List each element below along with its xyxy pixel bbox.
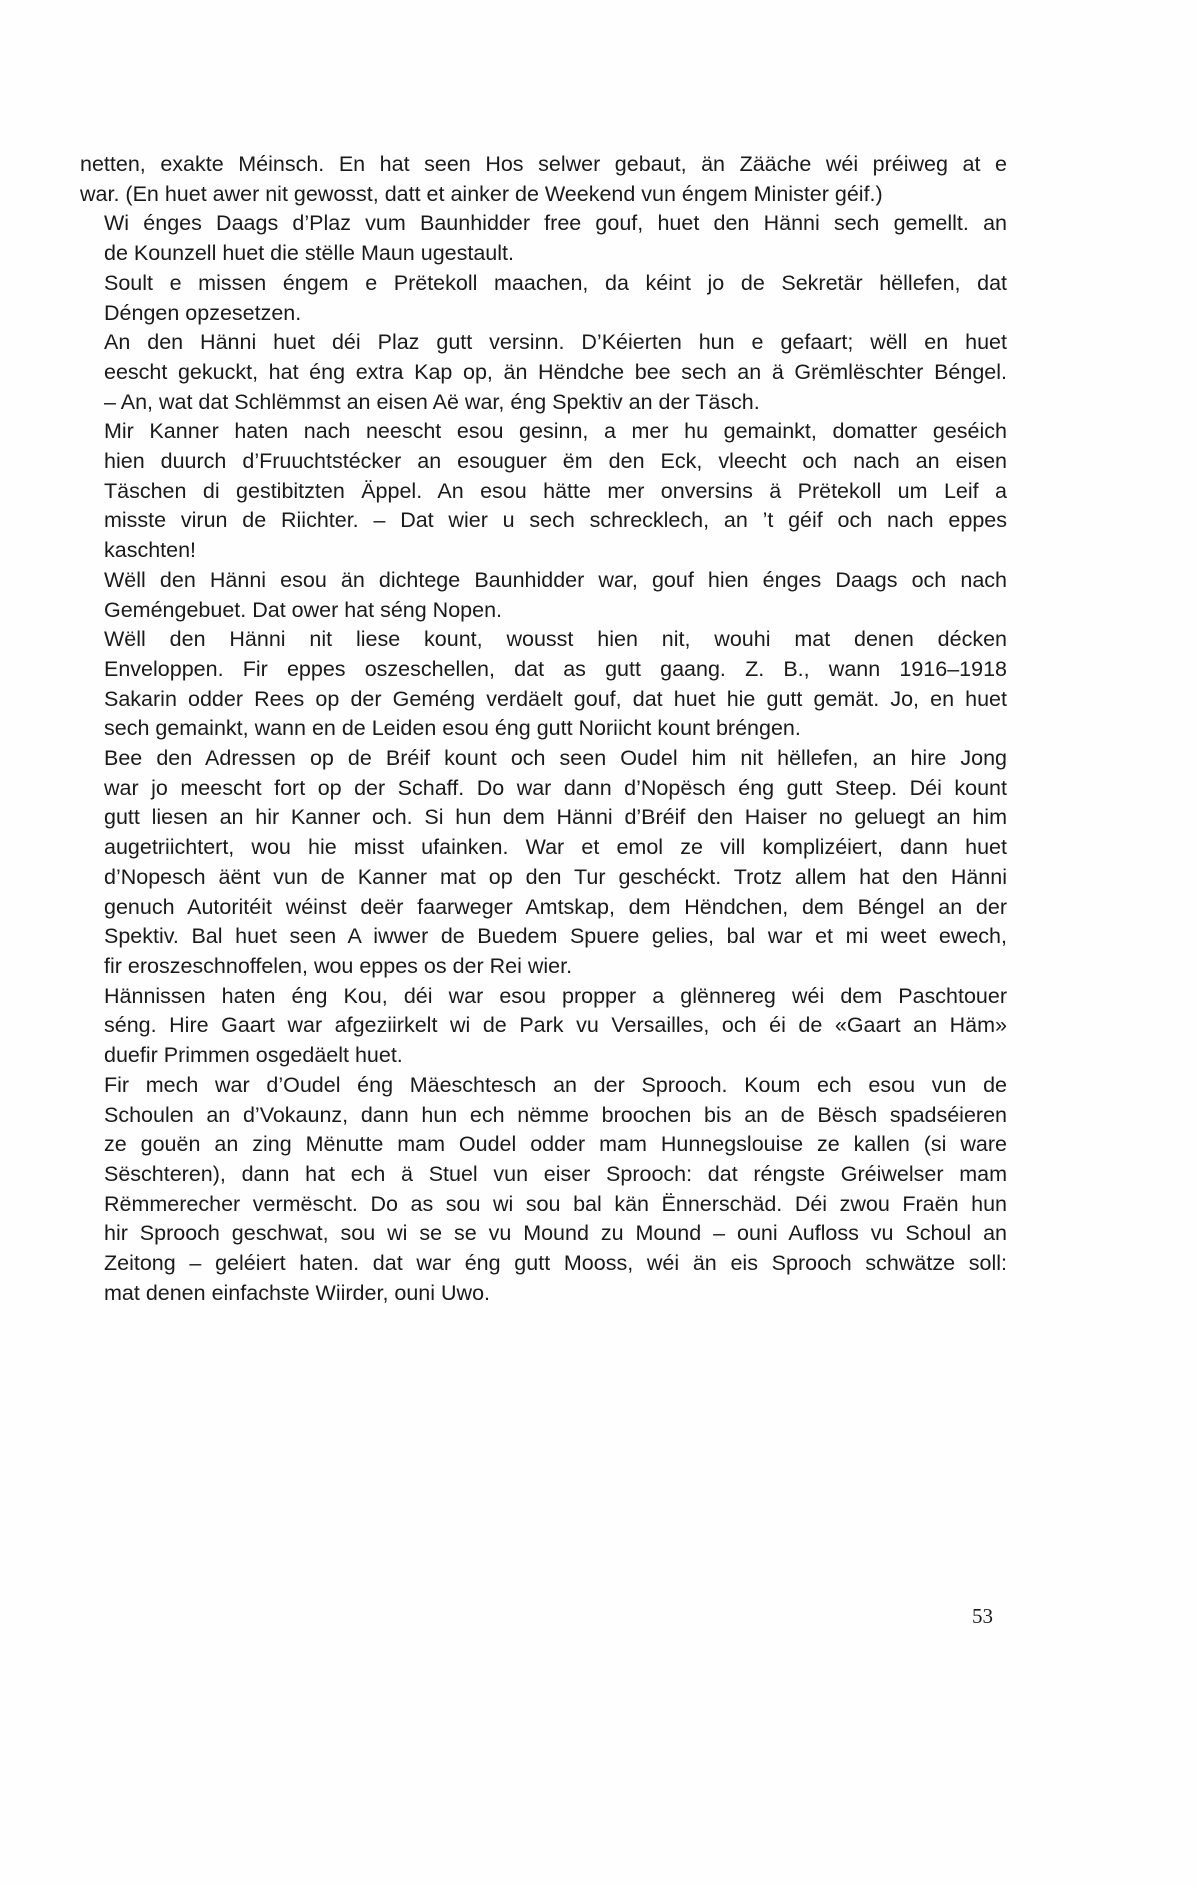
page-number: 53 [972, 1604, 993, 1628]
text-line: Sëschteren), dann hat ech ä Stuel vun eiser Sprooch: dat réngste Gréiwelser mam [104, 1161, 1007, 1186]
paragraph [80, 982, 1007, 1071]
text-line: Täschen di gestibitzten Äppel. An esou hätte mer onversins ä Prëtekoll um Leif a [104, 478, 1007, 503]
text-line: ze gouën an zing Mënutte mam Oudel odder mam Hunnegslouise ze kallen (si ware [104, 1132, 1007, 1157]
text-line: Hännissen haten éng Kou, déi war esou propper a glënnereg wéi dem Paschtouer [104, 983, 1007, 1008]
text-line: mat denen einfachste Wiirder, ouni Uwo. [104, 1280, 491, 1305]
text-line: Rëmmerecher vermëscht. Do as sou wi sou bal kän Ënnerschäd. Déi zwou Fraën hun [104, 1191, 1007, 1216]
text-line: Soult e missen éngem e Prëtekoll maachen, da kéint jo de Sekretär hëllefen, dat [104, 270, 1007, 295]
text-line: netten, exakte Méinsch. En hat seen Hos selwer gebaut, än Zääche wéi préiweg at e [80, 152, 1007, 176]
text-line: Sakarin odder Rees op der Geméng verdäelt gouf, dat huet hie gutt gemät. Jo, en huet [104, 686, 1007, 711]
paragraph [80, 744, 1007, 982]
paragraph [80, 150, 1007, 209]
text-line: gutt liesen an hir Kanner och. Si hun dem Hänni d’Bréif den Haiser no geluegt an him [104, 805, 1007, 830]
text-line: Enveloppen. Fir eppes oszeschellen, dat as gutt gaang. Z. B., wann 1916–1918 [104, 656, 1007, 681]
text-line: hien duurch d’Fruuchtstécker an esouguer ëm den Eck, vleecht och nach an eisen [104, 449, 1007, 474]
paragraph [80, 566, 1007, 625]
text-line: Wëll den Hänni esou än dichtege Baunhidder war, gouf hien énges Daags och nach [104, 567, 1007, 592]
text-line: Wi énges Daags d’Plaz vum Baunhidder free gouf, huet den Hänni sech gemellt. an [104, 211, 1007, 236]
text-line: Bee den Adressen op de Bréif kount och seen Oudel him nit hëllefen, an hire Jong [104, 746, 1007, 771]
text-line: hir Sprooch geschwat, sou wi se se vu Mound zu Mound – ouni Aufloss vu Schoul an [104, 1221, 1007, 1246]
text-line: augetriichtert, wou hie misst ufainken. War et emol ze vill komplizéiert, dann huet [104, 835, 1007, 860]
text-line: Spektiv. Bal huet seen A iwwer de Buedem Spuere gelies, bal war et mi weet ewech, [104, 924, 1007, 949]
text-line: Mir Kanner haten nach neescht esou gesinn, a mer hu gemainkt, domatter geséich [104, 419, 1007, 444]
text-line: Schoulen an d’Vokaunz, dann hun ech nëmme broochen bis an de Bësch spadséieren [104, 1102, 1007, 1127]
text-line: Wëll den Hänni nit liese kount, wousst hien nit, wouhi mat denen décken [104, 627, 1007, 652]
text-line: misste virun de Riichter. – Dat wier u sech schrecklech, an ’t géif och nach eppes [104, 508, 1007, 533]
paragraph [80, 269, 1007, 328]
body-text [80, 150, 1007, 1308]
text-line: An den Hänni huet déi Plaz gutt versinn. D’Kéierten hun e gefaart; wëll en huet [104, 330, 1007, 355]
text-line: war jo meescht fort op der Schaff. Do war dann d’Nopësch éng gutt Steep. Déi kount [104, 775, 1007, 800]
text-line: war. (En huet awer nit gewosst, datt et ainker de Weekend vun éngem Minister géif.) [80, 181, 883, 206]
paragraph [80, 328, 1007, 417]
text-line: de Kounzell huet die stëlle Maun ugestault. [104, 241, 514, 266]
text-line: d’Nopesch äënt vun de Kanner mat op den Tur geschéckt. Trotz allem hat den Hänni [104, 864, 1007, 889]
text-line: genuch Autoritéit wéinst deër faarweger Amtskap, dem Hëndchen, dem Béngel an der [104, 894, 1007, 919]
text-line: duefir Primmen osgedäelt huet. [104, 1043, 403, 1068]
text-line: eescht gekuckt, hat éng extra Kap op, än Hëndche bee sech an ä Grëmlëschter Béngel. [104, 359, 1007, 384]
text-line: séng. Hire Gaart war afgeziirkelt wi de Park vu Versailles, och éi de «Gaart an Häm» [104, 1013, 1007, 1038]
paragraph [80, 417, 1007, 566]
paragraph [80, 625, 1007, 744]
text-line: kaschten! [104, 538, 197, 563]
text-line: Déngen opzesetzen. [104, 300, 302, 325]
paragraph [80, 209, 1007, 268]
text-line: Fir mech war d’Oudel éng Mäeschtesch an der Sprooch. Koum ech esou vun de [104, 1072, 1007, 1097]
text-line: Geméngebuet. Dat ower hat séng Nopen. [104, 597, 503, 622]
text-line: Zeitong – geléiert haten. dat war éng gutt Mooss, wéi än eis Sprooch schwätze soll: [104, 1251, 1007, 1276]
text-line: – An, wat dat Schlëmmst an eisen Aë war, éng Spektiv an der Täsch. [104, 389, 760, 414]
text-line: fir eroszeschnoffelen, wou eppes os der Rei wier. [104, 953, 573, 978]
text-line: sech gemainkt, wann en de Leiden esou éng gutt Noriicht kount bréngen. [104, 716, 801, 741]
paragraph [80, 1071, 1007, 1309]
